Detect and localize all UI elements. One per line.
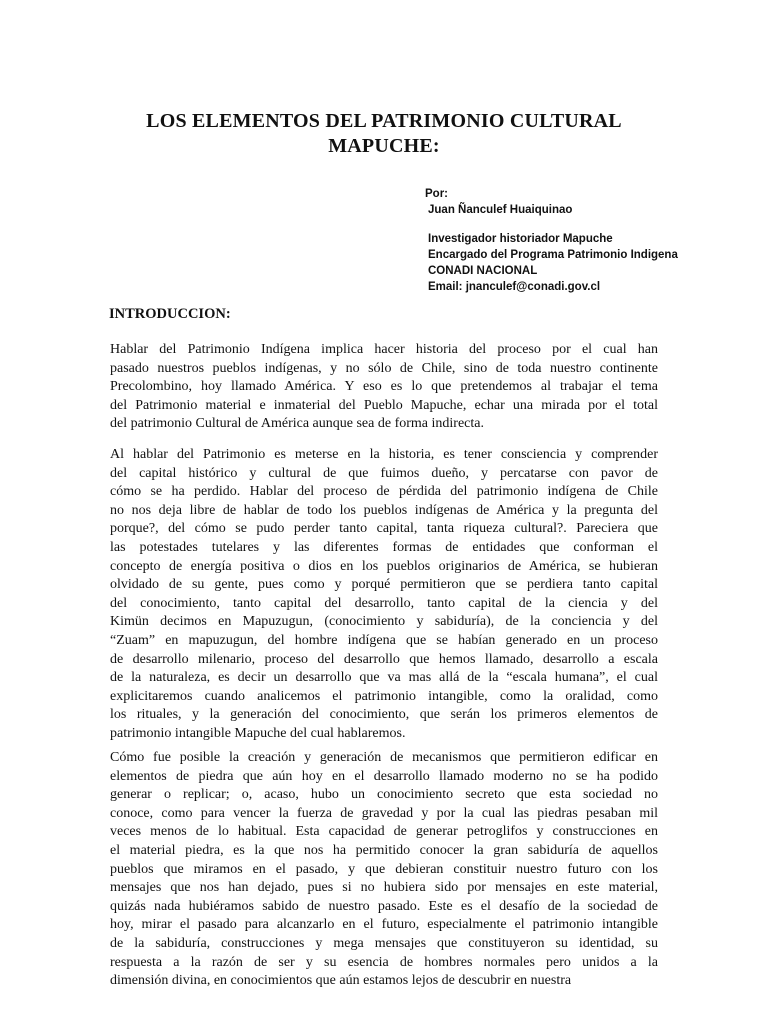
paragraph-line: patrimonio intangible Mapuche del cual hablaremos.: [110, 725, 406, 741]
paragraph-1: [110, 341, 658, 434]
paragraph-line: quizás nada hubiéramos sabido de nuestro pasado. Este es el desafío de la sociedad de: [110, 898, 658, 914]
paragraph-line: no nos deja libre de hablar de todo los pueblos indígenas de América y la pregunta del: [110, 502, 658, 518]
paragraph-line: Al hablar del Patrimonio es meterse en la historia, es tener consciencia y comprender: [110, 447, 658, 462]
section-heading: INTRODUCCION:: [109, 306, 231, 322]
paragraph-line: del patrimonio Cultural de América aunque sea de forma indirecta.: [110, 416, 484, 432]
paragraph-line: respuesta a la razón de ser y su esencia de hombres normales pero unidos a la: [110, 954, 658, 970]
paragraph-line: veces menos de lo habitual. Esta capacidad de generar petroglifos y construcciones en: [110, 824, 658, 840]
paragraph-line: los rituales, y la generación del conocimiento, que serán los primeros elementos de: [110, 707, 658, 723]
author-spacer: [425, 218, 678, 231]
title-line-1: LOS ELEMENTOS DEL PATRIMONIO CULTURAL: [146, 110, 622, 132]
paragraph-line: Cómo fue posible la creación y generación de mecanismos que permitieron edificar en: [110, 750, 658, 765]
title-line-2: MAPUCHE:: [328, 135, 440, 157]
paragraph-line: pasado nuestros pueblos indígenas, y no sólo de Chile, sino de toda nuestro continente: [110, 360, 658, 376]
paragraph-line: del Patrimonio material e inmaterial del Pueblo Mapuche, echar una mirada por el total: [110, 397, 658, 413]
paragraph-line: generar o replicar; o, acaso, hubo un conocimiento secreto que esta sociedad no: [110, 787, 658, 803]
paragraph-line: del capital histórico y cultural de que fuimos dueño, y percatarse con pavor de: [110, 465, 658, 481]
author-organization: CONADI NACIONAL: [428, 265, 538, 277]
paragraph-line: pueblos que miramos en el pasado, y que debieran constituir nuestro futuro con los: [110, 861, 658, 877]
paragraph-line: concepto de energía positiva o dios en los pueblos originarios de América, se hubieran: [110, 558, 658, 574]
paragraph-line: de desarrollo milenario, proceso del desarrollo que hemos llamado, desarrollo a escala: [110, 651, 658, 667]
paragraph-line: Precolombino, hoy llamado América. Y eso es lo que pretendemos al trabajar el tema: [110, 379, 658, 395]
paragraph-line: de la naturaleza, es decir un desarrollo que va mas allá de la “escala humana”, el cual: [110, 670, 658, 686]
paragraph-line: elementos de piedra que aún hoy en el desarrollo llamado moderno no se ha podido: [110, 768, 658, 784]
author-block: [425, 186, 678, 295]
author-position: Encargado del Programa Patrimonio Indigena: [428, 249, 678, 261]
paragraph-line: hoy, mirar el pasado para alcanzarlo en el futuro, especialmente el patrimonio intangible: [110, 917, 658, 933]
paragraph-line: “Zuam” en mapuzugun, del hombre indígena que se habían generado en un proceso: [110, 632, 658, 648]
paragraph-line: Kimün decimos en Mapuzugun, (conocimiento y sabiduría), de la conciencia y del: [110, 614, 658, 630]
paragraph-line: del conocimiento, tanto capital del desarrollo, tanto capital de la ciencia y del: [110, 595, 658, 611]
paragraph-line: explicitaremos cuando analicemos el patrimonio intangible, como la oralidad, como: [110, 688, 658, 704]
paragraph-line: porque?, del cómo se pudo perder tanto capital, tanta riqueza cultural?. Pareciera que: [110, 521, 658, 537]
author-email[interactable]: Email: jnanculef@conadi.gov.cl: [428, 281, 601, 293]
author-name: Juan Ñanculef Huaiquinao: [428, 204, 573, 216]
author-role: Investigador historiador Mapuche: [428, 233, 613, 245]
paragraph-line: dimensión divina, en conocimientos que aún estamos lejos de descubrir en nuestra: [110, 973, 572, 989]
paragraph-line: de la sabiduría, construcciones y mega mensajes que constituyeron su identidad, su: [110, 935, 658, 951]
paragraph-line: el material piedra, es la que nos ha permitido conocer la gran sabiduría de aquellos: [110, 842, 658, 858]
paragraph-line: Hablar del Patrimonio Indígena implica hacer historia del proceso por el cual han: [110, 342, 658, 357]
paragraph-line: mensajes que nos han dejado, pues si no hubiera sido por mensajes en este material,: [110, 880, 658, 896]
author-por-label: Por:: [425, 188, 448, 200]
paragraph-line: olvidado de su gente, pues como y porqué permitieron que se perdiera tanto capital: [110, 577, 658, 593]
document-title: [0, 109, 768, 159]
paragraph-line: las potestades tutelares y las diferentes formas de entidades que conforman el: [110, 539, 658, 555]
paragraph-line: conoce, como para vencer la fuerza de gravedad y por la cual las piedras pesaban mil: [110, 805, 658, 821]
paragraph-line: cómo se ha perdido. Hablar del proceso de pérdida del patrimonio indígena de Chile: [110, 484, 658, 500]
paragraph-2: [110, 446, 658, 744]
paragraph-3: [110, 749, 658, 991]
